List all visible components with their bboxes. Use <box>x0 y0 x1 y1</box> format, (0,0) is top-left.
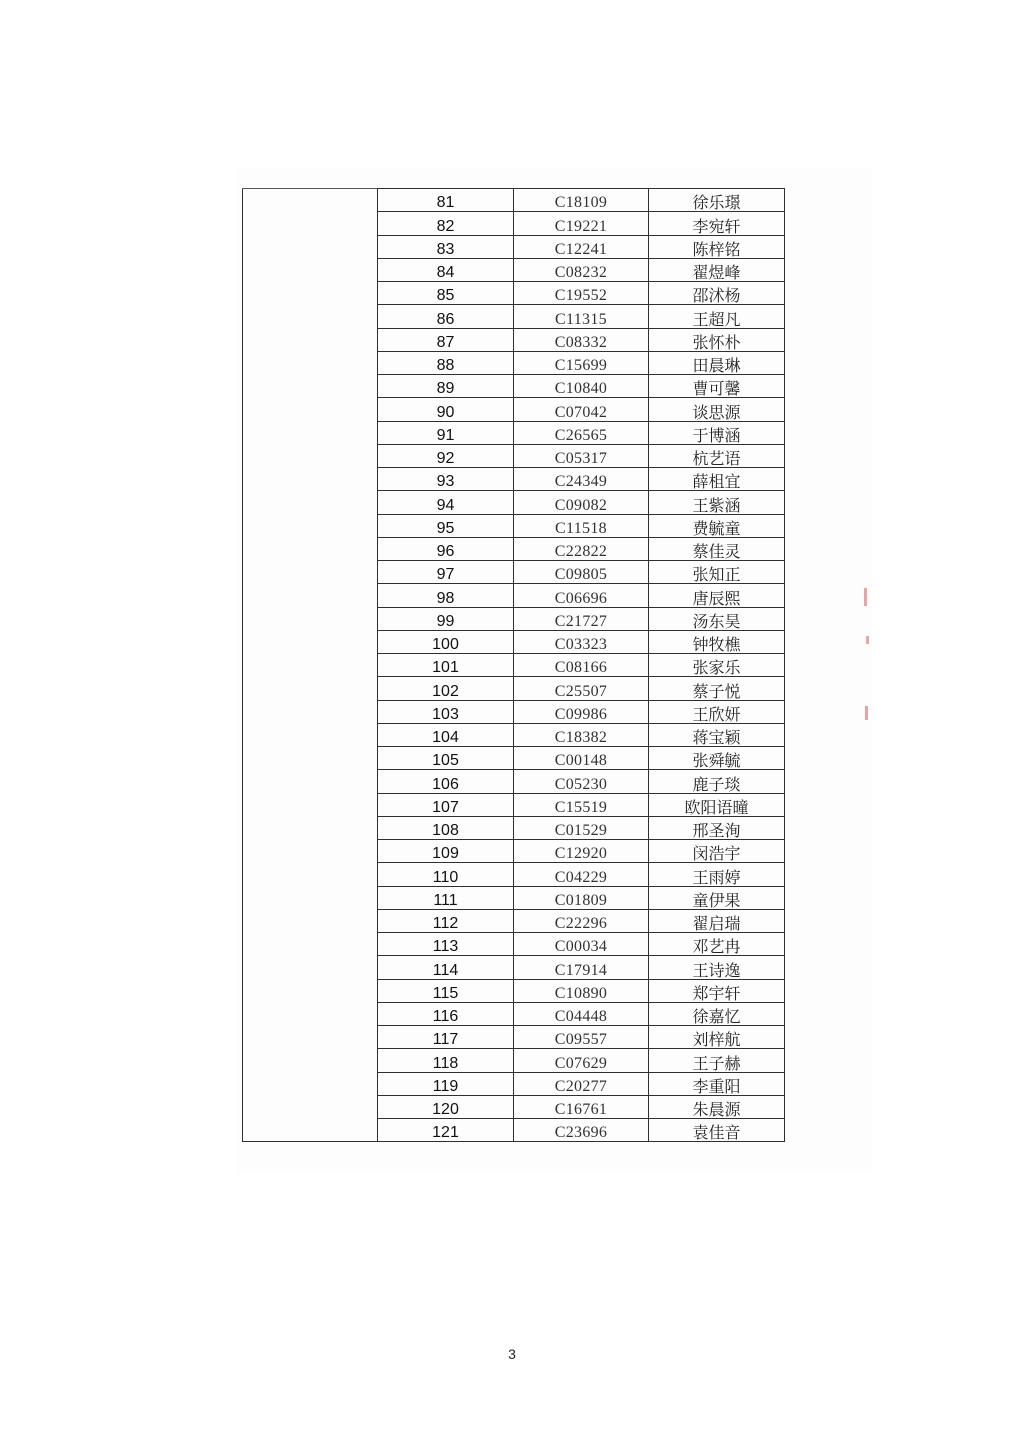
row-number-cell: 99 <box>378 607 514 630</box>
scan-mark <box>864 588 867 606</box>
student-name-cell: 李宛轩 <box>649 212 785 235</box>
row-number-cell: 118 <box>378 1049 514 1072</box>
row-number-cell: 92 <box>378 444 514 467</box>
row-number-cell: 111 <box>378 886 514 909</box>
student-name-cell: 王超凡 <box>649 305 785 328</box>
student-id-cell: C03323 <box>514 630 649 653</box>
student-id-cell: C09557 <box>514 1026 649 1049</box>
row-number-cell: 83 <box>378 235 514 258</box>
row-number-cell: 84 <box>378 258 514 281</box>
row-number-cell: 113 <box>378 933 514 956</box>
row-number-cell: 87 <box>378 328 514 351</box>
student-name-cell: 蔡佳灵 <box>649 537 785 560</box>
student-name-cell: 邢圣洵 <box>649 816 785 839</box>
student-name-cell: 蒋宝颖 <box>649 723 785 746</box>
student-id-cell: C04229 <box>514 863 649 886</box>
student-id-cell: C06696 <box>514 584 649 607</box>
student-name-cell: 蔡子悦 <box>649 677 785 700</box>
student-id-cell: C18382 <box>514 723 649 746</box>
student-name-cell: 邵沭杨 <box>649 282 785 305</box>
student-name-cell: 张家乐 <box>649 654 785 677</box>
student-name-cell: 谈思源 <box>649 398 785 421</box>
row-number-cell: 96 <box>378 537 514 560</box>
student-name-cell: 唐辰熙 <box>649 584 785 607</box>
student-id-cell: C12920 <box>514 840 649 863</box>
row-number-cell: 121 <box>378 1119 514 1142</box>
row-number-cell: 94 <box>378 491 514 514</box>
student-name-cell: 袁佳音 <box>649 1119 785 1142</box>
student-name-cell: 张知正 <box>649 561 785 584</box>
row-number-cell: 109 <box>378 840 514 863</box>
student-id-cell: C21727 <box>514 607 649 630</box>
row-number-cell: 98 <box>378 584 514 607</box>
row-number-cell: 108 <box>378 816 514 839</box>
student-name-cell: 田晨琳 <box>649 351 785 374</box>
student-id-cell: C09082 <box>514 491 649 514</box>
row-number-cell: 104 <box>378 723 514 746</box>
student-name-cell: 杭艺语 <box>649 444 785 467</box>
row-number-cell: 91 <box>378 421 514 444</box>
student-id-cell: C07042 <box>514 398 649 421</box>
row-number-cell: 114 <box>378 956 514 979</box>
student-name-cell: 刘梓航 <box>649 1026 785 1049</box>
student-name-cell: 于博涵 <box>649 421 785 444</box>
row-number-cell: 82 <box>378 212 514 235</box>
student-id-cell: C00034 <box>514 933 649 956</box>
student-id-cell: C12241 <box>514 235 649 258</box>
row-number-cell: 110 <box>378 863 514 886</box>
student-name-cell: 翟启瑞 <box>649 909 785 932</box>
row-number-cell: 119 <box>378 1072 514 1095</box>
row-number-cell: 88 <box>378 351 514 374</box>
student-id-cell: C15519 <box>514 793 649 816</box>
row-number-cell: 120 <box>378 1095 514 1118</box>
student-id-cell: C09805 <box>514 561 649 584</box>
student-id-cell: C08166 <box>514 654 649 677</box>
student-id-cell: C22822 <box>514 537 649 560</box>
student-name-cell: 鹿子琰 <box>649 770 785 793</box>
student-id-cell: C10840 <box>514 375 649 398</box>
student-name-cell: 曹可馨 <box>649 375 785 398</box>
student-name-cell: 张舜毓 <box>649 747 785 770</box>
student-name-cell: 徐乐璟 <box>649 189 785 212</box>
row-number-cell: 85 <box>378 282 514 305</box>
row-number-cell: 117 <box>378 1026 514 1049</box>
student-id-cell: C11315 <box>514 305 649 328</box>
student-name-cell: 欧阳语曈 <box>649 793 785 816</box>
student-name-cell: 陈梓铭 <box>649 235 785 258</box>
student-name-cell: 薛柤宜 <box>649 468 785 491</box>
row-number-cell: 101 <box>378 654 514 677</box>
roster-table <box>242 188 785 1142</box>
scan-mark <box>866 636 869 644</box>
student-id-cell: C10890 <box>514 979 649 1002</box>
student-name-cell: 李重阳 <box>649 1072 785 1095</box>
student-id-cell: C23696 <box>514 1119 649 1142</box>
row-number-cell: 100 <box>378 630 514 653</box>
student-id-cell: C05317 <box>514 444 649 467</box>
student-id-cell: C24349 <box>514 468 649 491</box>
student-name-cell: 费毓童 <box>649 514 785 537</box>
row-number-cell: 107 <box>378 793 514 816</box>
student-id-cell: C11518 <box>514 514 649 537</box>
student-name-cell: 闵浩宇 <box>649 840 785 863</box>
row-number-cell: 115 <box>378 979 514 1002</box>
row-number-cell: 81 <box>378 189 514 212</box>
student-id-cell: C07629 <box>514 1049 649 1072</box>
student-name-cell: 王子赫 <box>649 1049 785 1072</box>
student-id-cell: C04448 <box>514 1002 649 1025</box>
row-number-cell: 106 <box>378 770 514 793</box>
student-id-cell: C05230 <box>514 770 649 793</box>
row-number-cell: 90 <box>378 398 514 421</box>
student-name-cell: 钟牧樵 <box>649 630 785 653</box>
student-name-cell: 邓艺冉 <box>649 933 785 956</box>
student-name-cell: 王欣妍 <box>649 700 785 723</box>
student-id-cell: C18109 <box>514 189 649 212</box>
page-number: 3 <box>508 1346 516 1362</box>
row-number-cell: 105 <box>378 747 514 770</box>
roster-table-body <box>243 189 785 1142</box>
student-name-cell: 汤东昊 <box>649 607 785 630</box>
row-number-cell: 102 <box>378 677 514 700</box>
student-name-cell: 王诗逸 <box>649 956 785 979</box>
student-id-cell: C00148 <box>514 747 649 770</box>
row-number-cell: 103 <box>378 700 514 723</box>
student-name-cell: 朱晨源 <box>649 1095 785 1118</box>
student-id-cell: C20277 <box>514 1072 649 1095</box>
student-id-cell: C22296 <box>514 909 649 932</box>
row-number-cell: 86 <box>378 305 514 328</box>
student-id-cell: C16761 <box>514 1095 649 1118</box>
student-id-cell: C25507 <box>514 677 649 700</box>
student-id-cell: C08232 <box>514 258 649 281</box>
student-name-cell: 张怀朴 <box>649 328 785 351</box>
student-id-cell: C09986 <box>514 700 649 723</box>
row-number-cell: 97 <box>378 561 514 584</box>
student-id-cell: C26565 <box>514 421 649 444</box>
row-number-cell: 89 <box>378 375 514 398</box>
scan-mark <box>865 706 868 720</box>
student-name-cell: 王紫涵 <box>649 491 785 514</box>
student-id-cell: C08332 <box>514 328 649 351</box>
row-number-cell: 93 <box>378 468 514 491</box>
student-name-cell: 翟煜峰 <box>649 258 785 281</box>
student-name-cell: 王雨婷 <box>649 863 785 886</box>
group-cell-blank <box>243 189 378 1142</box>
student-name-cell: 徐嘉忆 <box>649 1002 785 1025</box>
student-id-cell: C19221 <box>514 212 649 235</box>
row-number-cell: 116 <box>378 1002 514 1025</box>
student-name-cell: 郑宇轩 <box>649 979 785 1002</box>
table-row <box>243 189 785 212</box>
student-id-cell: C19552 <box>514 282 649 305</box>
student-id-cell: C01809 <box>514 886 649 909</box>
row-number-cell: 112 <box>378 909 514 932</box>
row-number-cell: 95 <box>378 514 514 537</box>
student-id-cell: C15699 <box>514 351 649 374</box>
student-id-cell: C01529 <box>514 816 649 839</box>
student-id-cell: C17914 <box>514 956 649 979</box>
student-name-cell: 童伊果 <box>649 886 785 909</box>
